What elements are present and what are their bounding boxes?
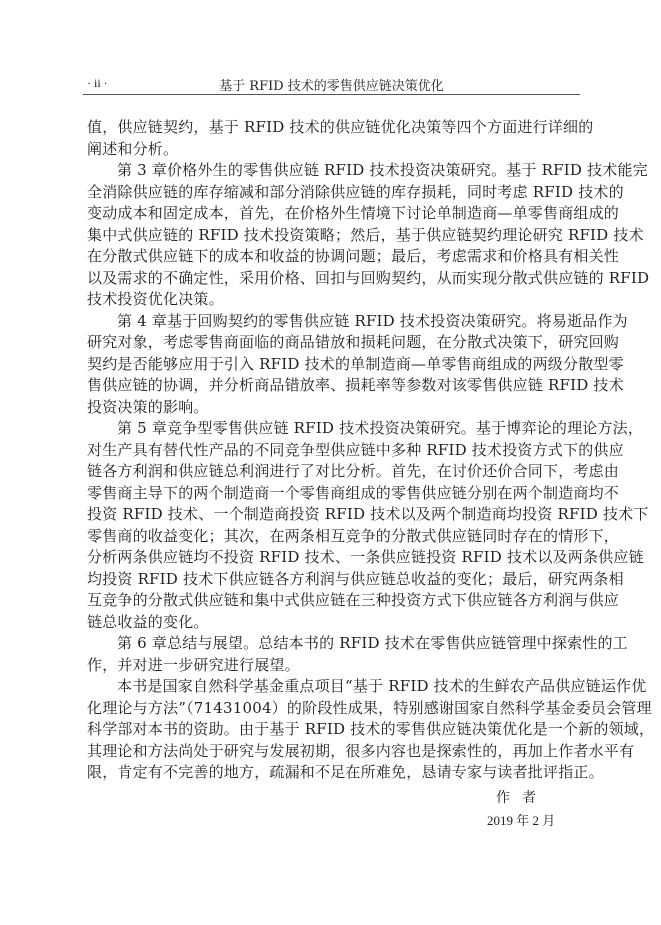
text-line: 互竞争的分散式供应链和集中式供应链在三种投资方式下供应链各方利润与供应 xyxy=(87,591,620,609)
running-title: 基于 RFID 技术的零售供应链决策优化 xyxy=(219,79,444,94)
signature-date: 2019 年 2 月 xyxy=(487,813,556,828)
paragraph xyxy=(87,311,628,419)
paragraph xyxy=(87,160,650,311)
text-line: 作，并对进一步研究进行展望。 xyxy=(87,655,300,674)
author-signature: 作者 xyxy=(496,790,548,806)
text-line: 第 6 章总结与展望。总结本书的 RFID 技术在零售供应链管理中探索性的工 xyxy=(117,634,628,652)
text-line: 在分散式供应链下的成本和收益的协调问题；最后，考虑需求和价格具有相关性 xyxy=(87,247,620,265)
text-line: 研究对象，考虑零售商面临的商品错放和损耗问题，在分散式决策下，研究回购 xyxy=(87,333,620,351)
text-line: 全消除供应链的库存缩减和部分消除供应链的库存损耗，同时考虑 RFID 技术的 xyxy=(87,182,624,201)
text-line: 链总收益的变化。 xyxy=(87,612,209,631)
text-line: 零售商的收益变化；其次，在两条相互竞争的分散式供应链同时存在的情形下， xyxy=(87,526,620,545)
text-line: 值，供应链契约，基于 RFID 技术的供应链优化决策等四个方面进行详细的 xyxy=(87,118,594,136)
text-line: 售供应链的协调，并分析商品错放率、损耗率等参数对该零售供应链 RFID 技术 xyxy=(87,376,624,394)
text-line: 投资决策的影响。 xyxy=(87,397,209,416)
text-line: 契约是否能够应用于引入 RFID 技术的单制造商—单零售商组成的两级分散型零 xyxy=(87,354,624,373)
text-line: 链各方利润和供应链总利润进行了对比分析。首先，在讨价还价合同下，考虑由 xyxy=(87,462,620,480)
text-line: 第 3 章价格外生的零售供应链 RFID 技术投资决策研究。基于 RFID 技术能完 xyxy=(117,161,648,179)
page-number: · ii · xyxy=(87,76,108,90)
text-line: 阐述和分析。 xyxy=(87,139,179,158)
paragraph xyxy=(87,418,649,633)
paragraph xyxy=(87,676,655,784)
text-line: 投资 RFID 技术、一个制造商投资 RFID 技术以及两个制造商均投资 RFID 技术下 xyxy=(87,505,649,523)
running-header xyxy=(83,74,580,95)
text-line: 零售商主导下的两个制造商一个零售商组成的零售供应链分别在两个制造商均不 xyxy=(87,483,620,502)
text-line: 均投资 RFID 技术下供应链各方利润与供应链总收益的变化；最后，研究两条相 xyxy=(87,569,624,588)
paragraph xyxy=(87,117,594,160)
text-line: 集中式供应链的 RFID 技术投资策略；然后，基于供应链契约理论研究 RFID 技术 xyxy=(87,225,644,244)
text-line: 分析两条供应链均不投资 RFID 技术、一条供应链投资 RFID 技术以及两条供应链 xyxy=(87,548,644,566)
text-line: 技术投资优化决策。 xyxy=(87,290,224,308)
text-line: 限，肯定有不完善的地方，疏漏和不足在所难免，恳请专家与读者批评指正。 xyxy=(87,763,604,781)
text-line: 以及需求的不确定性，采用价格、回扣与回购契约，从而实现分散式供应链的 RFID xyxy=(87,268,650,287)
body-text xyxy=(87,117,655,784)
text-line: 化理论与方法”（71431004）的阶段性成果，特别感谢国家自然科学基金委员会管理 xyxy=(87,698,652,717)
text-line: 其理论和方法尚处于研究与发展初期，很多内容也是探索性的，再加上作者水平有 xyxy=(87,741,635,760)
paragraph xyxy=(87,633,628,676)
text-line: 科学部对本书的资助。由于基于 RFID 技术的零售供应链决策优化是一个新的领域， xyxy=(87,720,655,738)
text-line: 变动成本和固定成本，首先，在价格外生情境下讨论单制造商—单零售商组成的 xyxy=(87,204,620,222)
text-line: 第 5 章竞争型零售供应链 RFID 技术投资决策研究。基于博弈论的理论方法， xyxy=(117,419,644,437)
text-line: 对生产具有替代性产品的不同竞争型供应链中多种 RFID 技术投资方式下的供应 xyxy=(87,440,624,459)
text-line: 第 4 章基于回购契约的零售供应链 RFID 技术投资决策研究。将易逝品作为 xyxy=(117,311,628,330)
text-line: 本书是国家自然科学基金重点项目“基于 RFID 技术的生鲜农产品供应链运作优 xyxy=(117,677,647,695)
